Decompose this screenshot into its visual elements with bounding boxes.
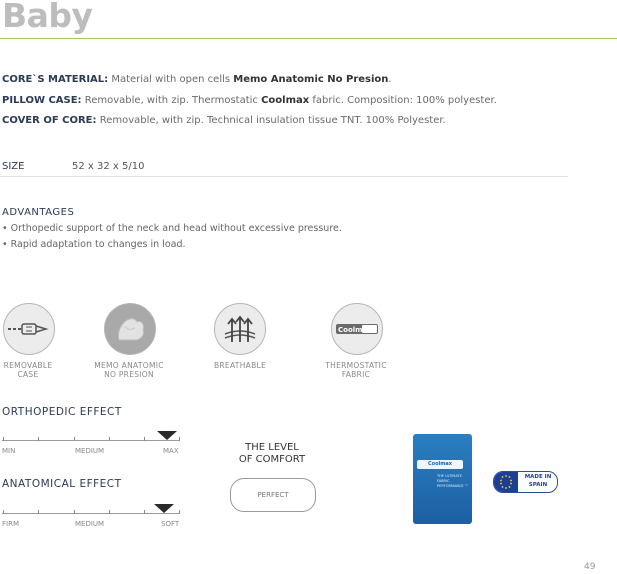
orthopedic-effect-title: ORTHOPEDIC EFFECT [2,406,122,418]
made-in-spain-text: MADE IN SPAIN [524,474,552,488]
coolmax-icon [331,303,383,355]
scale-label: MAX [163,447,179,455]
feature-label-removable-case: REMOVABLE CASE [3,361,53,379]
anatomical-level-marker [154,504,174,513]
feature-label-thermostatic-fabric: THERMOSTATIC FABRIC [325,361,387,379]
scale-label: MIN [2,447,16,455]
anatomical-scale [2,513,180,514]
advantages-title: ADVANTAGES [2,207,75,218]
coolmax-tagline: THE ULTIMATE FABRIC PERFORMANCE ™ [437,474,469,488]
advantage-item: • Orthopedic support of the neck and head without excessive pressure. [2,223,342,234]
breathable-arrows-icon [214,303,266,355]
spec-core-material: CORE`S MATERIAL: Material with open cells Memo Anatomic No Presion. [2,74,392,85]
spec-key: PILLOW CASE: [2,95,82,106]
scale-label: SOFT [161,520,180,528]
memory-foam-hand-icon [104,303,156,355]
title-divider [0,38,617,39]
page-title: Baby [2,0,93,35]
anatomical-effect-title: ANATOMICAL EFFECT [2,478,122,490]
feature-label-breathable: BREATHABLE [213,361,267,370]
spec-pillow-case: PILLOW CASE: Removable, with zip. Thermostatic Coolmax fabric. Composition: 100% polyester. [2,95,497,106]
size-label: SIZE [2,161,25,172]
orthopedic-level-marker [157,431,177,440]
orthopedic-scale [2,440,180,441]
size-divider [0,176,568,177]
zip-icon [3,303,55,355]
feature-label-memo-anatomic: MEMO ANATOMIC NO PRESION [94,361,164,379]
page-number: 49 [584,562,596,572]
spec-key: COVER OF CORE: [2,115,97,126]
size-value: 52 x 32 x 5/10 [72,161,145,172]
scale-label: MEDIUM [75,447,105,455]
svg-text:Coolmax: Coolmax [338,326,372,334]
spec-key: CORE`S MATERIAL: [2,74,109,85]
scale-label: MEDIUM [75,520,105,528]
comfort-level-value: PERFECT [230,478,316,512]
comfort-level-title: THE LEVEL OF COMFORT [238,442,306,465]
eu-flag-icon [494,472,518,492]
coolmax-tag [413,434,472,524]
scale-label: FIRM [2,520,19,528]
advantage-item: • Rapid adaptation to changes in load. [2,239,186,250]
made-in-spain-badge [493,471,558,493]
spec-cover-of-core: COVER OF CORE: Removable, with zip. Technical insulation tissue TNT. 100% Polyester. [2,115,446,126]
coolmax-logo: Coolmax [417,460,463,469]
